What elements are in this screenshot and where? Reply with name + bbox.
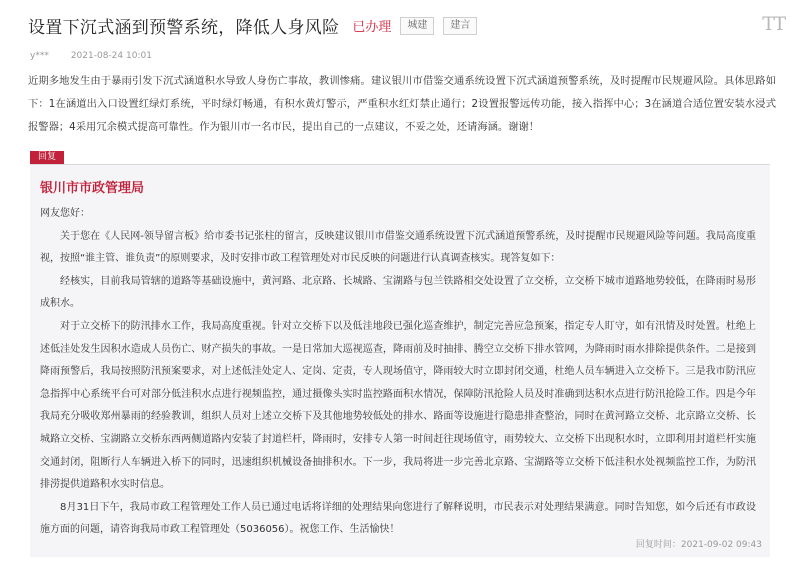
reply-body xyxy=(40,203,756,542)
post-date: 2021-08-24 10:01 xyxy=(70,51,152,61)
reply-paragraph: 关于您在《人民网-领导留言板》给市委书记张柱的留言，反映建议银川市借鉴交通系统设置下沉式涵道预警系统，及时提醒市民规避风险等问题。我局高度重视，按照“谁主管、谁负责”的原则要求，及时安排市政工程管理处对市民反映的问题进行认真调查核实。现答复如下： xyxy=(40,230,756,265)
reply-paragraph: 经核实，目前我局管辖的道路等基础设施中，黄河路、北京路、长城路、宝湖路与包兰铁路相交处设置了立交桥，立交桥下城市道路地势较低，在降雨时易形成积水。 xyxy=(40,275,756,310)
reply-paragraph: 对于立交桥下的防汛排水工作，我局高度重视。针对立交桥下以及低洼地段已强化巡查维护，制定完善应急预案，指定专人盯守，如有汛情及时处置。杜绝上述低洼处发生因积水造成人员伤亡、财产损失的事故。一是日常加大巡视巡查，降雨前及时抽排、腾空立交桥下排水管网，为降雨时雨水排除提供条件。二是接到降雨预警后，我局按照防汛预案要求，对上述低洼处定人、定岗、定责，专人现场值守，降雨较大时立即封闭交通，杜绝人员车辆进入立交桥下。三是我市防汛应急指挥中心系统平台可对部分低洼积水点进行视频监控，通过摄像头实时监控路面积水情况，保障防汛抢险人员及时准确到达积水点进行防汛抢险工作。四是今年我局充分吸收郑州暴雨的经验教训，组织人员对上述立交桥下及其他地势较低处的排水、路面等设施进行隐患排查整治，同时在黄河路立交桥、北京路立交桥、长城路立交桥、宝湖路立交桥东西两侧道路内安装了封道栏杆，降雨时，安排专人第一时间赶往现场值守，雨势较大、立交桥下出现积水时，立即利用封道栏杆实施交通封闭，阻断行人车辆进入桥下的同时，迅速组织机械设备抽排积水。下一步，我局将进一步完善北京路、宝湖路等立交桥下低洼积水处视频监控工作，为防汛排涝提供道路积水实时信息。 xyxy=(40,320,756,491)
reply-time: 回复时间：2021-09-02 09:43 xyxy=(635,540,762,550)
message-meta xyxy=(30,51,152,61)
reply-org-name: 银川市市政管理局 xyxy=(40,181,145,196)
status-label: 已办理 xyxy=(352,20,392,35)
title-row xyxy=(28,13,477,38)
reply-greeting: 网友您好： xyxy=(40,208,90,219)
tag-category[interactable]: 城建 xyxy=(400,17,434,35)
message-body: 近期多地发生由于暴雨引发下沉式涵道积水导致人身伤亡事故，教训惨痛。建议银川市借鉴交通系统设置下沉式涵道预警系统，及时提醒市民规避风险。具体思路如下：1在涵道出入口设置红绿灯系统，平时绿灯畅通，有积水黄灯警示，严重积水红灯禁止通行；2设置报警远传功能，接入指挥中心；3在涵道合适位置安装水浸式报警器；4采用冗余模式提高可靠性。作为银川市一名市民，提出自己的一点建议，不妥之处，还请海涵。谢谢！ xyxy=(28,75,776,133)
reply-panel xyxy=(30,164,770,557)
user-name: y*** xyxy=(30,51,49,61)
reply-badge: 回复 xyxy=(30,151,64,164)
tag-type[interactable]: 建言 xyxy=(443,17,477,35)
reply-paragraph: 8月31日下午，我局市政工程管理处工作人员已通过电话将详细的处理结果向您进行了解释说明，市民表示对处理结果满意。同时告知您，如今后还有市政设施方面的问题，请咨询我局市政工程管理处（5036056）。祝您工作、生活愉快！ xyxy=(40,501,756,536)
message-title: 设置下沉式涵到预警系统，降低人身风险 xyxy=(28,18,340,38)
font-size-toggle-icon[interactable]: TT xyxy=(762,13,784,35)
